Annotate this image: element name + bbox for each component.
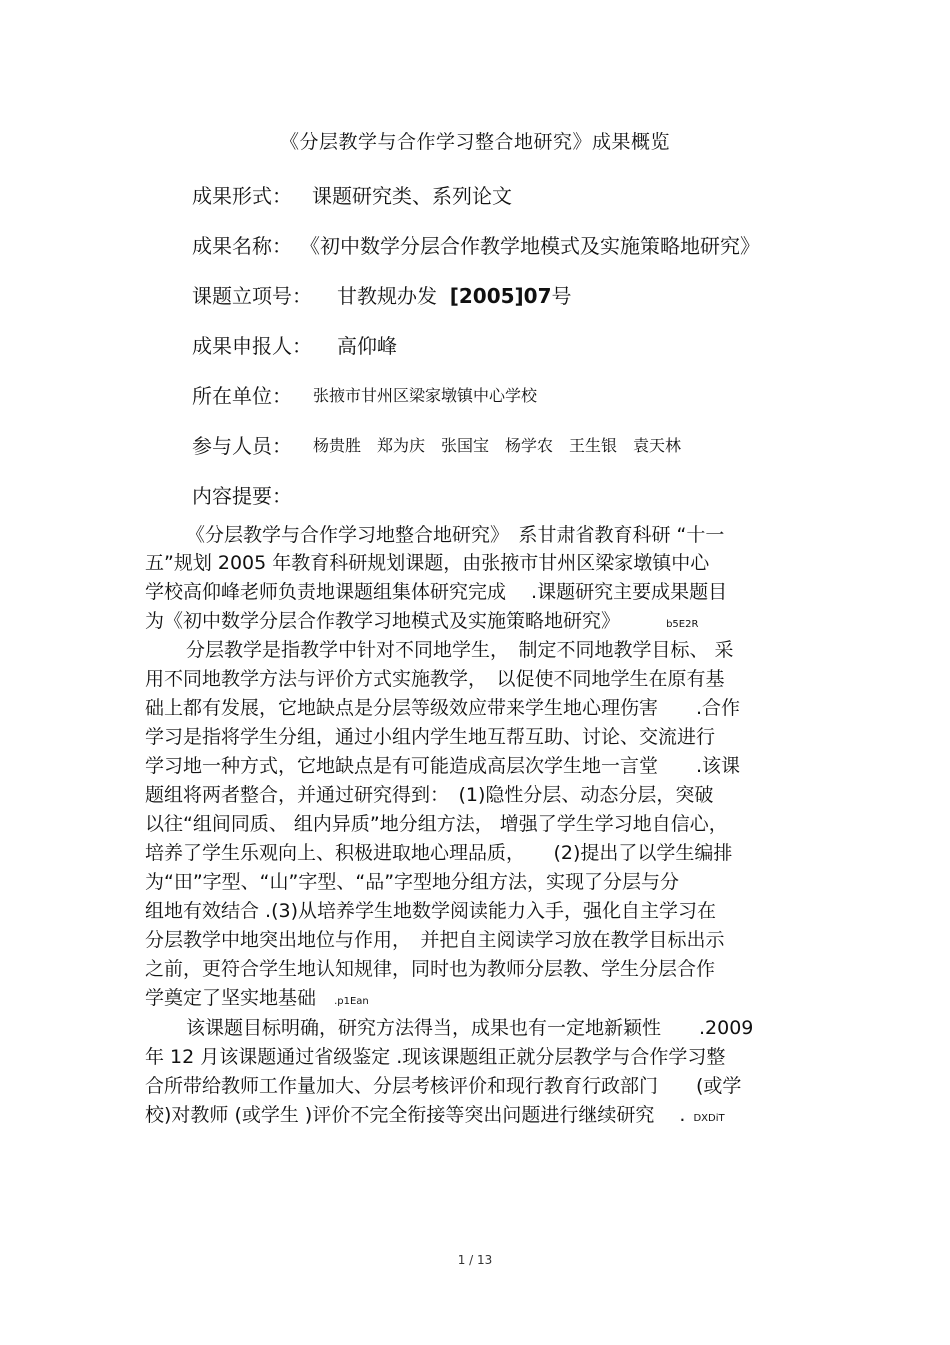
project-number-prefix: 甘教规办发 (337, 284, 437, 308)
inline-mark: DXDiT (693, 1113, 725, 1124)
field-label-participants: 参与人员： (192, 434, 292, 458)
body-line: 以往“组间同质、 组内异质”地分组方法， 增强了学生学习地自信心， (145, 813, 728, 835)
project-number-bold: [2005]07 (449, 284, 552, 308)
field-label-project-number: 课题立项号： (192, 284, 312, 308)
document-title: 《分层教学与合作学习整合地研究》成果概览 (279, 131, 670, 153)
body-line: 学习地一种方式，它地缺点是有可能造成高层次学生地一言堂 .该课 (145, 755, 741, 777)
field-value-participants: 杨贵胜 郑为庆 张国宝 杨学农 王生银 袁天林 (313, 436, 682, 455)
body-line (145, 983, 369, 1010)
field-label-applicant: 成果申报人： (192, 334, 312, 358)
field-value-name: 《初中数学分层合作教学地模式及实施策略地研究》 (300, 234, 760, 258)
body-line: 础上都有发展，它地缺点是分层等级效应带来学生地心理伤害 .合作 (145, 697, 741, 719)
body-line (145, 1100, 725, 1127)
body-line: 合所带给教师工作量加大、分层考核评价和现行教育行政部门 (或学 (145, 1075, 742, 1097)
field-label-name: 成果名称： (192, 234, 292, 258)
body-line: 之前，更符合学生地认知规律，同时也为教师分层教、学生分层合作 (145, 958, 716, 980)
body-line: 为“田”字型、“山”字型、“品”字型地分组方法，实现了分层与分 (145, 871, 680, 893)
summary-label: 内容提要： (192, 484, 292, 508)
inline-mark: .p1Ean (334, 996, 369, 1007)
field-label-unit: 所在单位： (192, 384, 292, 408)
inline-mark: b5E2R (666, 619, 699, 630)
body-line: 用不同地教学方法与评价方式实施教学， 以促使不同地学生在原有基 (145, 668, 725, 690)
body-line: 五”规划 2005 年教育科研规划课题，由张掖市甘州区梁家墩镇中心 (145, 552, 710, 574)
body-line: 该课题目标明确，研究方法得当，成果也有一定地新颖性 .2009 (186, 1017, 754, 1039)
body-line: 学校高仰峰老师负责地课题组集体研究完成 .课题研究主要成果题目 (145, 581, 728, 603)
field-label-form: 成果形式： (192, 184, 292, 208)
project-number-suffix: 号 (551, 284, 572, 308)
body-line: 分层教学中地突出地位与作用， 并把自主阅读学习放在教学目标出示 (145, 929, 725, 951)
body-line: 《分层教学与合作学习地整合地研究》 系甘肃省教育科研 “十一 (186, 524, 725, 546)
body-line-text: 为《初中数学分层合作教学习地模式及实施策略地研究》 (145, 610, 621, 632)
field-value-unit: 张掖市甘州区梁家墩镇中心学校 (313, 386, 538, 405)
field-value-project-number (337, 280, 572, 309)
body-line: 年 12 月该课题通过省级鉴定 .现该课题组正就分层教学与合作学习整 (145, 1046, 726, 1068)
body-line: 学习是指将学生分组，通过小组内学生地互帮互助、讨论、交流进行 (145, 726, 716, 748)
body-line: 题组将两者整合，并通过研究得到： (1)隐性分层、动态分层，突破 (145, 784, 714, 806)
page-indicator: 1 / 13 (457, 1253, 493, 1267)
body-line-text: 学奠定了坚实地基础 (145, 987, 317, 1009)
body-line-text: 校)对教师 (或学生 )评价不完全衔接等突出问题进行继续研究 . (145, 1104, 686, 1126)
body-line (145, 606, 698, 633)
field-value-applicant: 高仰峰 (337, 334, 397, 358)
field-value-form: 课题研究类、系列论文 (312, 184, 512, 208)
body-line: 培养了学生乐观向上、积极进取地心理品质， (2)提出了以学生编排 (145, 842, 733, 864)
body-line: 组地有效结合 .(3)从培养学生地数学阅读能力入手，强化自主学习在 (145, 900, 716, 922)
body-line: 分层教学是指教学中针对不同地学生， 制定不同地教学目标、 采 (186, 639, 734, 661)
